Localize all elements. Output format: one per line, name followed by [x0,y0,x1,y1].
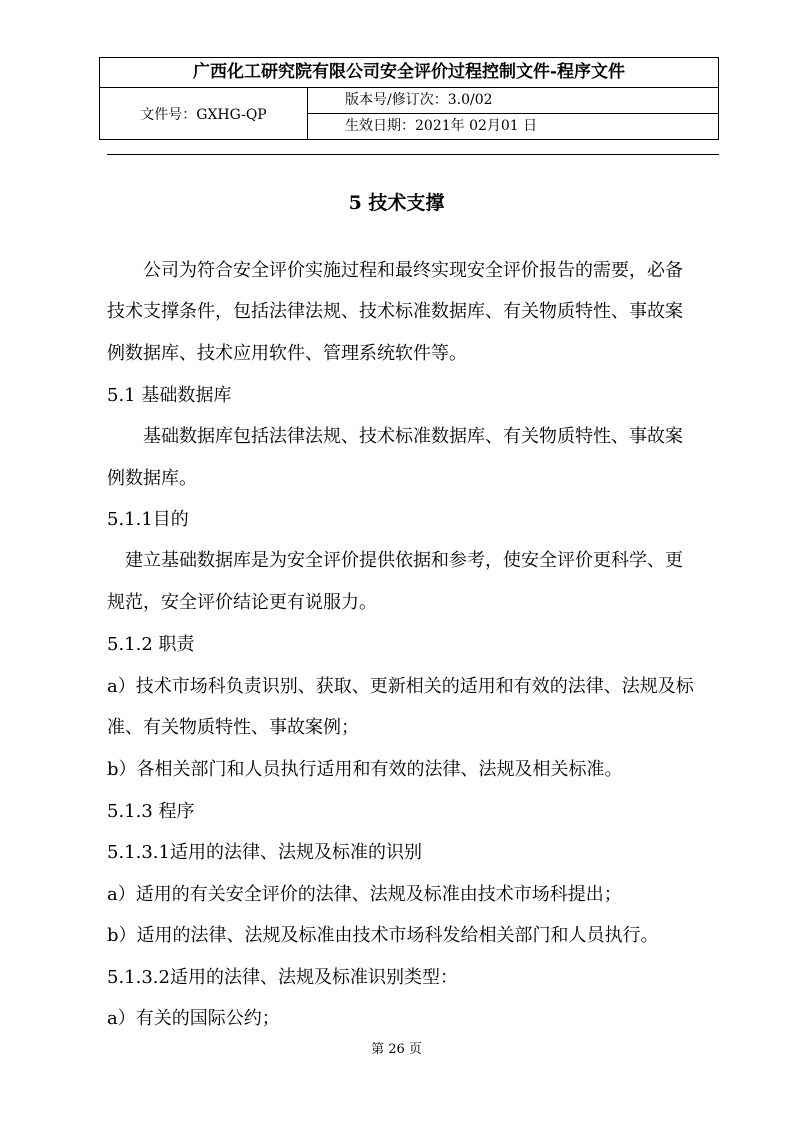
document-number: 文件号：GXHG-QP [100,88,308,140]
subsection-heading: 5.1 基础数据库 [107,385,232,406]
header-divider [107,154,719,155]
body-line: 技术支撑条件，包括法律法规、技术标准数据库、有关物质特性、事故案 [107,301,683,322]
subsection-heading: 5.1.3 程序 [107,801,195,822]
body-line: 规范，安全评价结论更有说服力。 [107,592,377,613]
header-title: 广西化工研究院有限公司安全评价过程控制文件-程序文件 [100,58,719,88]
version-number: 版本号/修订次：3.0/02 [308,88,719,114]
body-line: 准、有关物质特性、事故案例； [107,717,359,738]
subsection-heading: 5.1.3.1适用的法律、法规及标准的识别 [107,842,422,863]
body-line: 建立基础数据库是为安全评价提供依据和参考，使安全评价更科学、更 [107,550,683,571]
body-line: a）适用的有关安全评价的法律、法规及标准由技术市场科提出； [107,884,622,905]
body-line: 例数据库。 [107,468,197,489]
body-line: a）技术市场科负责识别、获取、更新相关的适用和有效的法律、法规及标 [107,676,694,697]
body-line: b）适用的法律、法规及标准由技术市场科发给相关部门和人员执行。 [107,925,659,946]
body-line: b）各相关部门和人员执行适用和有效的法律、法规及相关标准。 [107,759,623,780]
body-line: 例数据库、技术应用软件、管理系统软件等。 [107,343,467,364]
subsection-heading: 5.1.1目的 [107,509,189,530]
effective-date: 生效日期：2021年 02月01 日 [308,114,719,140]
subsection-heading: 5.1.3.2适用的法律、法规及标准识别类型： [107,967,458,988]
page-number: 第 26 页 [371,1042,422,1057]
body-line: 公司为符合安全评价实施过程和最终实现安全评价报告的需要，必备 [107,260,683,281]
subsection-heading: 5.1.2 职责 [107,634,195,655]
body-line: 基础数据库包括法律法规、技术标准数据库、有关物质特性、事故案 [107,426,683,447]
body-line: a）有关的国际公约； [107,1008,280,1029]
section-title: 5 技术支撑 [348,192,445,214]
document-header-table [99,57,719,140]
